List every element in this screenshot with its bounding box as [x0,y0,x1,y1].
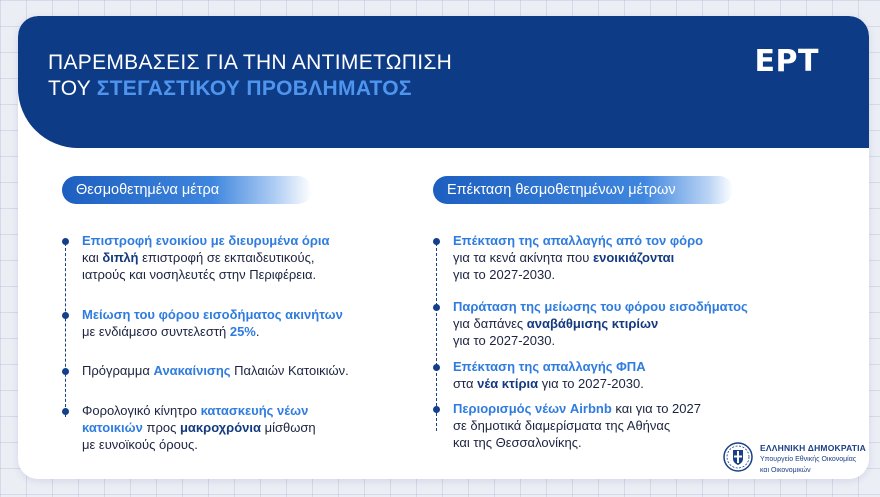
list-item: Φορολογικό κίνητρο κατασκευής νέων κατοικιών προς μακροχρόνια μίσθωση με ευνοϊκούς όρους. [62,402,442,453]
list-item: Μείωση του φόρου εισοδήματος ακινήτων με ενδιάμεσο συντελεστή 25%. [62,306,442,362]
list-item: Παράταση της μείωσης του φόρου εισοδήματος για δαπάνες αναβάθμισης κτιρίων για το 2027-2030. [433,298,813,358]
enacted-measures-list [62,232,442,453]
ert-logo: ΕΡΤ [754,44,819,79]
section-heading-enacted: Θεσμοθετημένα μέτρα [62,176,312,204]
bullet-dot-icon [433,238,440,245]
title-highlight: ΣΤΕΓΑΣΤΙΚΟΥ ΠΡΟΒΛΗΜΑΤΟΣ [96,77,412,100]
bullet-dot-icon [62,368,69,375]
extension-measures-list [433,232,813,451]
ministry-line-1: Υπουργείο Εθνικής Οικονομίας [760,456,857,463]
bullet-dot-icon [433,304,440,311]
greek-coat-of-arms-icon [722,441,754,473]
page-title [48,50,452,102]
list-item: Πρόγραμμα Ανακαίνισης Παλαιών Κατοικιών. [62,362,442,402]
infographic-card [18,16,869,479]
list-item: Επέκταση της απαλλαγής ΦΠΑ στα νέα κτίρια για το 2027-2030. [433,358,813,400]
title-line-2: ΤΟΥ ΣΤΕΓΑΣΤΙΚΟΥ ΠΡΟΒΛΗΜΑΤΟΣ [48,77,412,100]
bullet-dot-icon [62,312,69,319]
list-item: Περιορισμός νέων Airbnb και για το 2027 σε δημοτικά διαμερίσματα της Αθήνας και της Θεσσαλονίκης. [433,400,813,451]
ministry-line-2: και Οικονομικών [760,467,811,474]
list-item: Επιστροφή ενοικίου με διευρυμένα όρια και διπλή επιστροφή σε εκπαιδευτικούς, ιατρούς και νοσηλευτές στην Περιφέρεια. [62,232,442,306]
section-heading-extension: Επέκταση θεσμοθετημένων μέτρων [433,176,733,204]
ministry-signature [760,443,866,475]
bullet-dot-icon [62,238,69,245]
bullet-dot-icon [433,406,440,413]
title-line-1: ΠΑΡΕΜΒΑΣΕΙΣ ΓΙΑ ΤΗΝ ΑΝΤΙΜΕΤΩΠΙΣΗ [48,51,453,74]
bullet-dot-icon [433,364,440,371]
list-item: Επέκταση της απαλλαγής από τον φόρο για τα κενά ακίνητα που ενοικιάζονται για το 2027-2030. [433,232,813,298]
bullet-dot-icon [62,408,69,415]
gov-name: ΕΛΛΗΝΙΚΗ ΔΗΜΟΚΡΑΤΙΑ [760,443,867,453]
